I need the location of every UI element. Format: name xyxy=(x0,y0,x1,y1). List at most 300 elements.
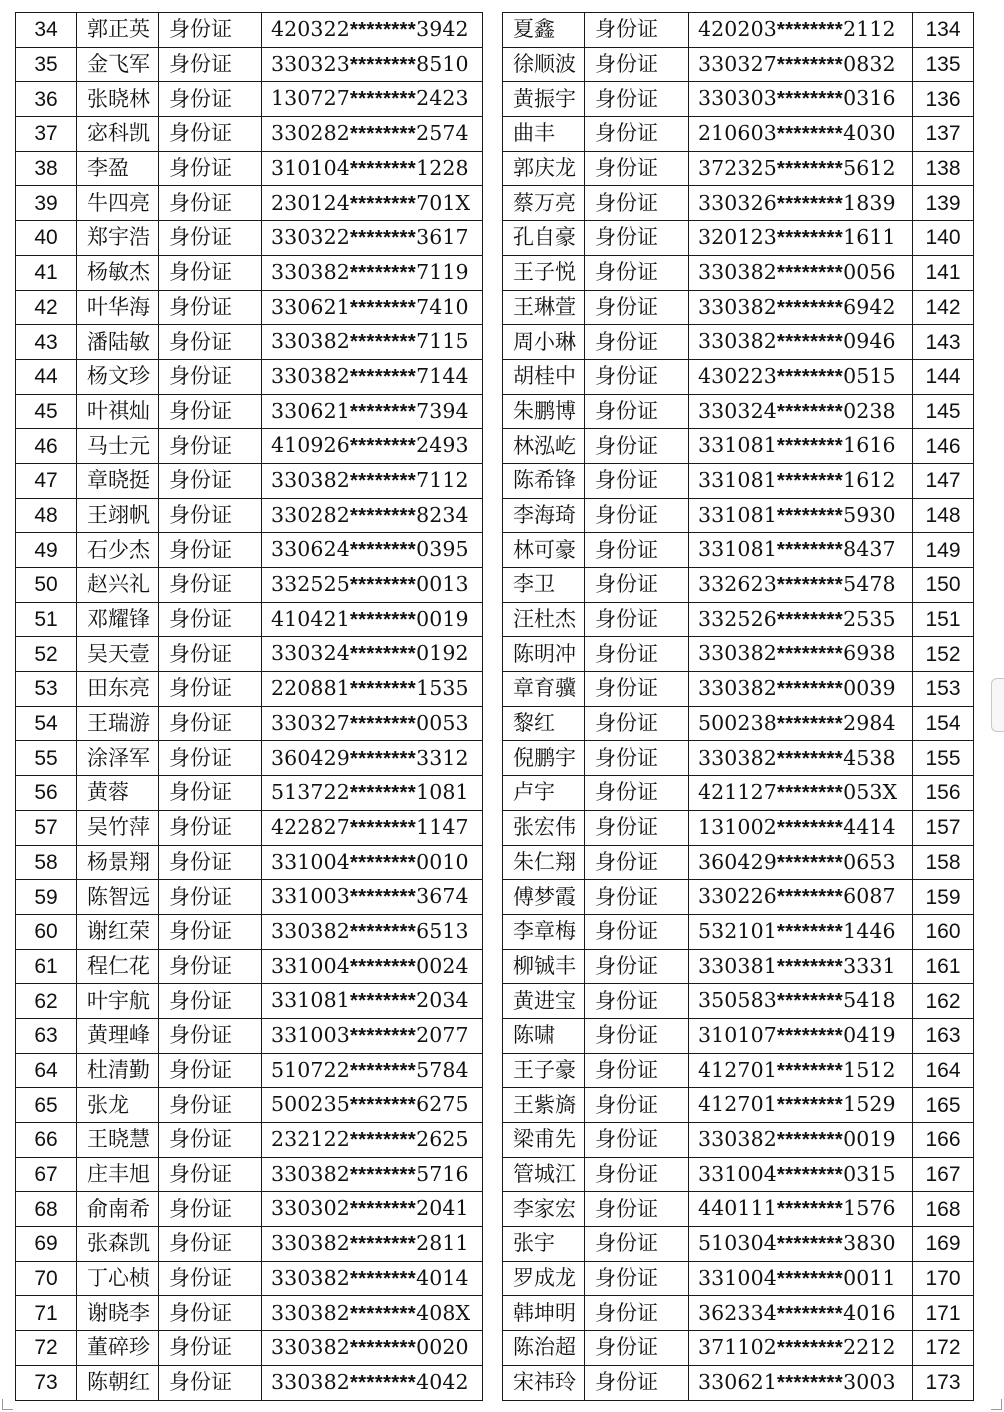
table-row xyxy=(16,82,974,117)
id-number-suffix: 2423 xyxy=(416,86,469,111)
left-id-number xyxy=(262,1365,483,1400)
right-serial-number: 148 xyxy=(913,498,974,533)
left-id-number xyxy=(262,13,483,48)
id-number-mask: ******** xyxy=(776,1301,844,1325)
column-gap xyxy=(483,984,503,1019)
column-gap xyxy=(483,394,503,429)
right-id-number xyxy=(689,880,913,915)
id-number-prefix: 330324 xyxy=(271,641,350,666)
right-id-number xyxy=(689,637,913,672)
left-id-type: 身份证 xyxy=(159,1331,262,1366)
id-number-suffix: 5930 xyxy=(843,502,896,527)
id-number-suffix: 2212 xyxy=(843,1335,896,1360)
left-id-number xyxy=(262,568,483,603)
id-number-mask: ******** xyxy=(776,919,844,943)
table-row xyxy=(16,810,974,845)
right-id-type: 身份证 xyxy=(585,1157,689,1192)
right-serial-number: 143 xyxy=(913,325,974,360)
right-id-number xyxy=(689,672,913,707)
right-serial-number: 169 xyxy=(913,1227,974,1262)
left-name: 田东亮 xyxy=(77,672,159,707)
left-id-number xyxy=(262,1296,483,1331)
id-number-mask: ******** xyxy=(776,87,844,111)
id-number-suffix: 5418 xyxy=(843,988,896,1013)
id-number-mask: ******** xyxy=(776,573,844,597)
table-row xyxy=(16,949,974,984)
right-serial-number: 134 xyxy=(913,13,974,48)
left-serial-number: 44 xyxy=(16,359,77,394)
id-number-prefix: 232122 xyxy=(271,1127,350,1152)
right-id-type: 身份证 xyxy=(585,221,689,256)
right-name: 陈希锋 xyxy=(503,463,585,498)
right-name: 卢宇 xyxy=(503,776,585,811)
id-number-prefix: 331081 xyxy=(271,988,350,1013)
id-number-prefix: 310104 xyxy=(271,155,350,180)
left-id-type: 身份证 xyxy=(159,47,262,82)
table-row xyxy=(16,359,974,394)
side-scroll-tab[interactable] xyxy=(991,678,1004,732)
id-number-prefix: 331004 xyxy=(698,1265,777,1290)
left-id-type: 身份证 xyxy=(159,949,262,984)
id-number-prefix: 440111 xyxy=(698,1196,777,1221)
right-id-number xyxy=(689,429,913,464)
left-id-number xyxy=(262,741,483,776)
right-id-number xyxy=(689,706,913,741)
left-serial-number: 40 xyxy=(16,221,77,256)
right-id-type: 身份证 xyxy=(585,186,689,221)
id-number-mask: ******** xyxy=(776,260,844,284)
column-gap xyxy=(483,602,503,637)
id-number-suffix: 408X xyxy=(416,1300,471,1325)
left-id-number xyxy=(262,117,483,152)
left-name: 吴天壹 xyxy=(77,637,159,672)
id-number-suffix: 5784 xyxy=(416,1057,469,1082)
id-number-mask: ******** xyxy=(349,677,417,701)
right-id-type: 身份证 xyxy=(585,1296,689,1331)
id-number-prefix: 131002 xyxy=(698,814,777,839)
right-id-type: 身份证 xyxy=(585,602,689,637)
id-number-suffix: 2041 xyxy=(416,1196,469,1221)
left-id-number xyxy=(262,1018,483,1053)
id-number-mask: ******** xyxy=(349,1197,417,1221)
left-id-type: 身份证 xyxy=(159,1192,262,1227)
id-number-mask: ******** xyxy=(349,642,417,666)
left-serial-number: 53 xyxy=(16,672,77,707)
id-number-prefix: 360429 xyxy=(698,849,777,874)
left-id-number xyxy=(262,1192,483,1227)
left-id-type: 身份证 xyxy=(159,1296,262,1331)
id-number-mask: ******** xyxy=(349,1128,417,1152)
right-id-type: 身份证 xyxy=(585,706,689,741)
id-number-suffix: 0192 xyxy=(416,641,469,666)
id-number-suffix: 1147 xyxy=(416,814,469,839)
left-name: 杨敏杰 xyxy=(77,255,159,290)
roster-table xyxy=(15,12,974,1401)
table-row xyxy=(16,1227,974,1262)
id-number-suffix: 6942 xyxy=(843,294,896,319)
id-number-mask: ******** xyxy=(776,954,844,978)
id-number-prefix: 372325 xyxy=(698,155,777,180)
left-serial-number: 35 xyxy=(16,47,77,82)
left-id-type: 身份证 xyxy=(159,533,262,568)
id-number-suffix: 1446 xyxy=(843,918,896,943)
id-number-prefix: 330226 xyxy=(698,884,777,909)
left-id-number xyxy=(262,914,483,949)
id-number-mask: ******** xyxy=(776,885,844,909)
table-row xyxy=(16,568,974,603)
table-row xyxy=(16,394,974,429)
id-number-mask: ******** xyxy=(776,52,844,76)
id-number-mask: ******** xyxy=(349,885,417,909)
left-serial-number: 56 xyxy=(16,776,77,811)
left-id-number xyxy=(262,255,483,290)
id-number-suffix: 2984 xyxy=(843,710,896,735)
left-name: 郭正英 xyxy=(77,13,159,48)
left-id-type: 身份证 xyxy=(159,1053,262,1088)
id-number-suffix: 0316 xyxy=(843,86,896,111)
id-number-prefix: 331004 xyxy=(698,1161,777,1186)
id-number-mask: ******** xyxy=(349,156,417,180)
page-corner-mark-left xyxy=(2,1399,13,1410)
id-number-mask: ******** xyxy=(349,954,417,978)
id-number-prefix: 330382 xyxy=(271,363,350,388)
left-name: 叶华海 xyxy=(77,290,159,325)
id-number-suffix: 1081 xyxy=(416,780,469,805)
left-id-number xyxy=(262,82,483,117)
id-number-mask: ******** xyxy=(349,1266,417,1290)
right-id-type: 身份证 xyxy=(585,1123,689,1158)
id-number-mask: ******** xyxy=(776,330,844,354)
id-number-prefix: 330382 xyxy=(271,1265,350,1290)
right-name: 韩坤明 xyxy=(503,1296,585,1331)
id-number-prefix: 330324 xyxy=(698,398,777,423)
id-number-mask: ******** xyxy=(349,87,417,111)
left-id-type: 身份证 xyxy=(159,151,262,186)
id-number-prefix: 331081 xyxy=(698,433,777,458)
id-number-suffix: 0653 xyxy=(843,849,896,874)
id-number-mask: ******** xyxy=(349,815,417,839)
column-gap xyxy=(483,672,503,707)
id-number-mask: ******** xyxy=(349,919,417,943)
left-name: 赵兴礼 xyxy=(77,568,159,603)
id-number-mask: ******** xyxy=(349,573,417,597)
id-number-mask: ******** xyxy=(776,156,844,180)
left-id-number xyxy=(262,47,483,82)
right-serial-number: 162 xyxy=(913,984,974,1019)
column-gap xyxy=(483,1261,503,1296)
right-serial-number: 159 xyxy=(913,880,974,915)
left-id-number xyxy=(262,359,483,394)
id-number-mask: ******** xyxy=(776,746,844,770)
id-number-prefix: 362334 xyxy=(698,1300,777,1325)
left-id-type: 身份证 xyxy=(159,13,262,48)
right-id-number xyxy=(689,602,913,637)
id-number-suffix: 6513 xyxy=(416,918,469,943)
left-serial-number: 46 xyxy=(16,429,77,464)
left-id-type: 身份证 xyxy=(159,394,262,429)
right-id-type: 身份证 xyxy=(585,1365,689,1400)
id-number-suffix: 5478 xyxy=(843,572,896,597)
right-name: 张宏伟 xyxy=(503,810,585,845)
left-id-number xyxy=(262,845,483,880)
column-gap xyxy=(483,706,503,741)
left-name: 张森凯 xyxy=(77,1227,159,1262)
right-id-number xyxy=(689,914,913,949)
id-number-suffix: 3617 xyxy=(416,225,469,250)
id-number-mask: ******** xyxy=(776,677,844,701)
right-serial-number: 166 xyxy=(913,1123,974,1158)
right-id-type: 身份证 xyxy=(585,845,689,880)
right-serial-number: 137 xyxy=(913,117,974,152)
right-serial-number: 160 xyxy=(913,914,974,949)
right-id-type: 身份证 xyxy=(585,498,689,533)
id-number-mask: ******** xyxy=(349,781,417,805)
id-number-suffix: 7115 xyxy=(416,329,469,354)
right-id-number xyxy=(689,1365,913,1400)
id-number-mask: ******** xyxy=(776,122,844,146)
right-id-type: 身份证 xyxy=(585,1053,689,1088)
left-id-type: 身份证 xyxy=(159,463,262,498)
id-number-suffix: 1616 xyxy=(843,433,896,458)
left-id-number xyxy=(262,637,483,672)
left-name: 王翊帆 xyxy=(77,498,159,533)
right-serial-number: 154 xyxy=(913,706,974,741)
id-number-prefix: 230124 xyxy=(271,190,350,215)
id-number-mask: ******** xyxy=(776,503,844,527)
table-row xyxy=(16,221,974,256)
table-row xyxy=(16,1365,974,1400)
table-row xyxy=(16,463,974,498)
left-name: 陈朝红 xyxy=(77,1365,159,1400)
left-id-number xyxy=(262,533,483,568)
id-number-prefix: 330282 xyxy=(271,121,350,146)
table-row xyxy=(16,429,974,464)
right-name: 郭庆龙 xyxy=(503,151,585,186)
id-number-mask: ******** xyxy=(349,1370,417,1394)
id-number-mask: ******** xyxy=(349,503,417,527)
left-id-type: 身份证 xyxy=(159,637,262,672)
id-number-prefix: 210603 xyxy=(698,121,777,146)
right-id-number xyxy=(689,221,913,256)
table-row xyxy=(16,290,974,325)
left-id-number xyxy=(262,463,483,498)
right-id-number xyxy=(689,13,913,48)
left-id-type: 身份证 xyxy=(159,776,262,811)
left-name: 金飞军 xyxy=(77,47,159,82)
right-name: 曲丰 xyxy=(503,117,585,152)
left-id-type: 身份证 xyxy=(159,880,262,915)
page-corner-mark-right xyxy=(991,1399,1002,1410)
left-serial-number: 68 xyxy=(16,1192,77,1227)
id-number-prefix: 330382 xyxy=(698,329,777,354)
left-id-type: 身份证 xyxy=(159,255,262,290)
right-name: 夏鑫 xyxy=(503,13,585,48)
right-serial-number: 163 xyxy=(913,1018,974,1053)
left-name: 程仁花 xyxy=(77,949,159,984)
id-number-mask: ******** xyxy=(776,850,844,874)
left-serial-number: 65 xyxy=(16,1088,77,1123)
right-id-number xyxy=(689,533,913,568)
right-serial-number: 146 xyxy=(913,429,974,464)
right-name: 宋祎玲 xyxy=(503,1365,585,1400)
id-number-mask: ******** xyxy=(776,18,844,42)
right-name: 梁甫先 xyxy=(503,1123,585,1158)
left-id-type: 身份证 xyxy=(159,117,262,152)
right-id-type: 身份证 xyxy=(585,463,689,498)
left-id-type: 身份证 xyxy=(159,359,262,394)
left-id-number xyxy=(262,1123,483,1158)
id-number-prefix: 513722 xyxy=(271,780,350,805)
left-id-type: 身份证 xyxy=(159,221,262,256)
right-name: 傅梦霞 xyxy=(503,880,585,915)
right-serial-number: 157 xyxy=(913,810,974,845)
right-serial-number: 147 xyxy=(913,463,974,498)
right-name: 林泓屹 xyxy=(503,429,585,464)
id-number-prefix: 330382 xyxy=(698,641,777,666)
column-gap xyxy=(483,255,503,290)
id-number-mask: ******** xyxy=(776,399,844,423)
id-number-mask: ******** xyxy=(776,1197,844,1221)
right-id-number xyxy=(689,984,913,1019)
left-serial-number: 59 xyxy=(16,880,77,915)
column-gap xyxy=(483,1296,503,1331)
left-serial-number: 64 xyxy=(16,1053,77,1088)
id-number-suffix: 0019 xyxy=(416,606,469,631)
id-number-suffix: 4030 xyxy=(843,121,896,146)
right-name: 徐顺波 xyxy=(503,47,585,82)
id-number-prefix: 331081 xyxy=(698,537,777,562)
id-number-suffix: 4538 xyxy=(843,745,896,770)
left-name: 庄丰旭 xyxy=(77,1157,159,1192)
left-id-number xyxy=(262,498,483,533)
right-name: 陈啸 xyxy=(503,1018,585,1053)
right-serial-number: 165 xyxy=(913,1088,974,1123)
left-name: 郑宇浩 xyxy=(77,221,159,256)
left-name: 张晓林 xyxy=(77,82,159,117)
id-number-mask: ******** xyxy=(349,399,417,423)
id-number-prefix: 330621 xyxy=(271,398,350,423)
left-id-type: 身份证 xyxy=(159,1157,262,1192)
id-number-mask: ******** xyxy=(349,1024,417,1048)
left-serial-number: 38 xyxy=(16,151,77,186)
table-row xyxy=(16,1157,974,1192)
right-name: 柳铖丰 xyxy=(503,949,585,984)
left-serial-number: 43 xyxy=(16,325,77,360)
id-number-prefix: 220881 xyxy=(271,676,350,701)
id-number-suffix: 4042 xyxy=(416,1369,469,1394)
id-number-suffix: 0315 xyxy=(843,1161,896,1186)
left-id-number xyxy=(262,290,483,325)
id-number-suffix: 1576 xyxy=(843,1196,896,1221)
id-number-suffix: 3003 xyxy=(843,1369,896,1394)
right-name: 李海琦 xyxy=(503,498,585,533)
id-number-suffix: 6275 xyxy=(416,1092,469,1117)
left-id-type: 身份证 xyxy=(159,82,262,117)
id-number-suffix: 0010 xyxy=(416,849,469,874)
right-id-number xyxy=(689,810,913,845)
id-number-mask: ******** xyxy=(776,781,844,805)
column-gap xyxy=(483,533,503,568)
id-number-mask: ******** xyxy=(349,746,417,770)
left-id-type: 身份证 xyxy=(159,568,262,603)
right-id-number xyxy=(689,1053,913,1088)
column-gap xyxy=(483,151,503,186)
right-id-type: 身份证 xyxy=(585,325,689,360)
id-number-mask: ******** xyxy=(776,642,844,666)
column-gap xyxy=(483,1331,503,1366)
right-id-number xyxy=(689,568,913,603)
id-number-prefix: 430223 xyxy=(698,363,777,388)
id-number-mask: ******** xyxy=(349,1301,417,1325)
id-number-mask: ******** xyxy=(349,52,417,76)
column-gap xyxy=(483,1053,503,1088)
right-serial-number: 156 xyxy=(913,776,974,811)
id-number-prefix: 371102 xyxy=(698,1335,777,1360)
id-number-prefix: 421127 xyxy=(698,780,777,805)
right-id-number xyxy=(689,498,913,533)
id-number-suffix: 0024 xyxy=(416,953,469,978)
id-number-suffix: 4016 xyxy=(843,1300,896,1325)
right-id-number xyxy=(689,1192,913,1227)
id-number-mask: ******** xyxy=(349,260,417,284)
id-number-suffix: 0419 xyxy=(843,1023,896,1048)
right-name: 汪杜杰 xyxy=(503,602,585,637)
left-id-number xyxy=(262,151,483,186)
right-id-type: 身份证 xyxy=(585,151,689,186)
right-serial-number: 164 xyxy=(913,1053,974,1088)
left-name: 杜清勤 xyxy=(77,1053,159,1088)
id-number-suffix: 2574 xyxy=(416,121,469,146)
table-row xyxy=(16,1296,974,1331)
left-id-number xyxy=(262,949,483,984)
left-id-number xyxy=(262,706,483,741)
right-id-type: 身份证 xyxy=(585,1227,689,1262)
table-row xyxy=(16,47,974,82)
column-gap xyxy=(483,429,503,464)
right-id-number xyxy=(689,186,913,221)
id-number-mask: ******** xyxy=(349,469,417,493)
table-row xyxy=(16,498,974,533)
id-number-suffix: 0395 xyxy=(416,537,469,562)
left-id-type: 身份证 xyxy=(159,290,262,325)
id-number-prefix: 500238 xyxy=(698,710,777,735)
id-number-prefix: 330382 xyxy=(271,1161,350,1186)
column-gap xyxy=(483,359,503,394)
right-serial-number: 172 xyxy=(913,1331,974,1366)
right-id-number xyxy=(689,776,913,811)
id-number-prefix: 331003 xyxy=(271,884,350,909)
right-id-type: 身份证 xyxy=(585,984,689,1019)
id-number-suffix: 0020 xyxy=(416,1335,469,1360)
left-name: 宓科凯 xyxy=(77,117,159,152)
left-name: 潘陆敏 xyxy=(77,325,159,360)
id-number-mask: ******** xyxy=(776,295,844,319)
left-id-number xyxy=(262,1227,483,1262)
right-serial-number: 140 xyxy=(913,221,974,256)
right-name: 王子悦 xyxy=(503,255,585,290)
left-name: 黄理峰 xyxy=(77,1018,159,1053)
right-id-number xyxy=(689,290,913,325)
id-number-suffix: 0238 xyxy=(843,398,896,423)
id-number-suffix: 1839 xyxy=(843,190,896,215)
left-id-number xyxy=(262,429,483,464)
id-number-suffix: 0056 xyxy=(843,259,896,284)
id-number-prefix: 330382 xyxy=(271,259,350,284)
id-number-mask: ******** xyxy=(349,989,417,1013)
id-number-prefix: 330382 xyxy=(271,329,350,354)
left-serial-number: 42 xyxy=(16,290,77,325)
id-number-prefix: 420203 xyxy=(698,17,777,42)
